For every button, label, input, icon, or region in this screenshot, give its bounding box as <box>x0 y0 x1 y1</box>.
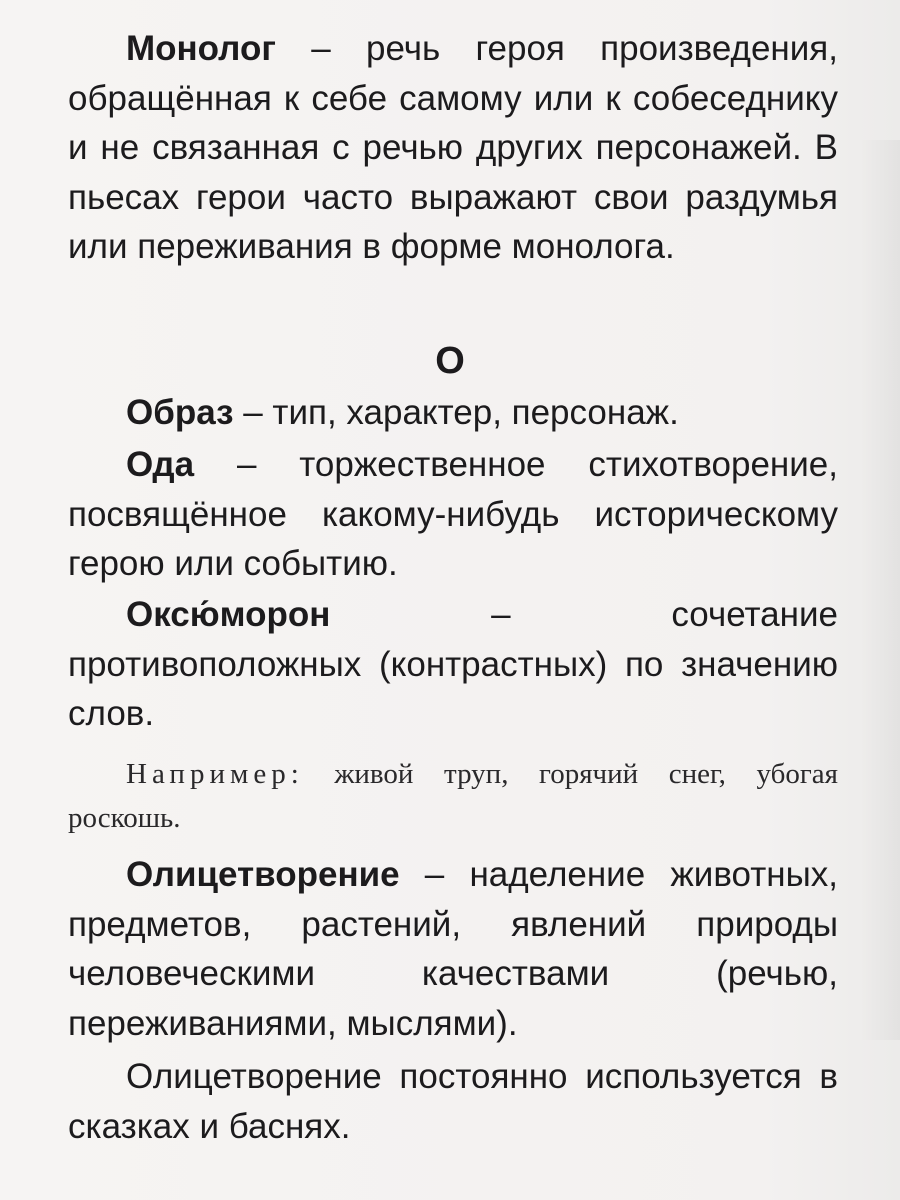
term-monolog: Монолог <box>126 29 276 68</box>
term-oda: Ода <box>126 445 195 484</box>
example-label: Например: <box>126 758 304 790</box>
term-oksimoron: Оксю́морон <box>126 595 331 634</box>
definition-obraz: – тип, характер, персонаж. <box>233 393 679 432</box>
example-block <box>68 752 838 840</box>
olicetvorenie-note: Олицетворение постоянно используется в сказках и баснях. <box>68 1057 838 1146</box>
entry-olicetvorenie <box>68 850 838 1048</box>
entry-oda <box>68 440 838 589</box>
definition-olicetvorenie: – наделение животных, предметов, растений, явлений природы человеческими качествами (речью, переживаниями, мыслями). <box>68 855 838 1043</box>
definition-monolog: – речь героя произведения, обращённая к себе самому или к собеседнику и не связанная с речью других персонажей. В пьесах герои часто выражают свои раздумья или переживания в форме монолога. <box>68 29 838 266</box>
term-obraz: Образ <box>126 393 234 432</box>
section-letter: О <box>435 340 465 382</box>
definition-oda: – торжественное стихотворение, посвящённое какому-нибудь историческому герою или событию. <box>68 445 838 583</box>
page-edge-shadow <box>860 140 900 1040</box>
entry-oksimoron <box>68 590 838 739</box>
example-text: живой труп, горячий снег, убогая роскошь. <box>68 758 838 834</box>
definition-oksimoron: – сочетание противоположных (контрастных) по значению слов. <box>68 595 838 733</box>
entry-monolog <box>68 24 838 272</box>
term-olicetvorenie: Олицетворение <box>126 855 400 894</box>
entry-obraz <box>68 388 838 438</box>
